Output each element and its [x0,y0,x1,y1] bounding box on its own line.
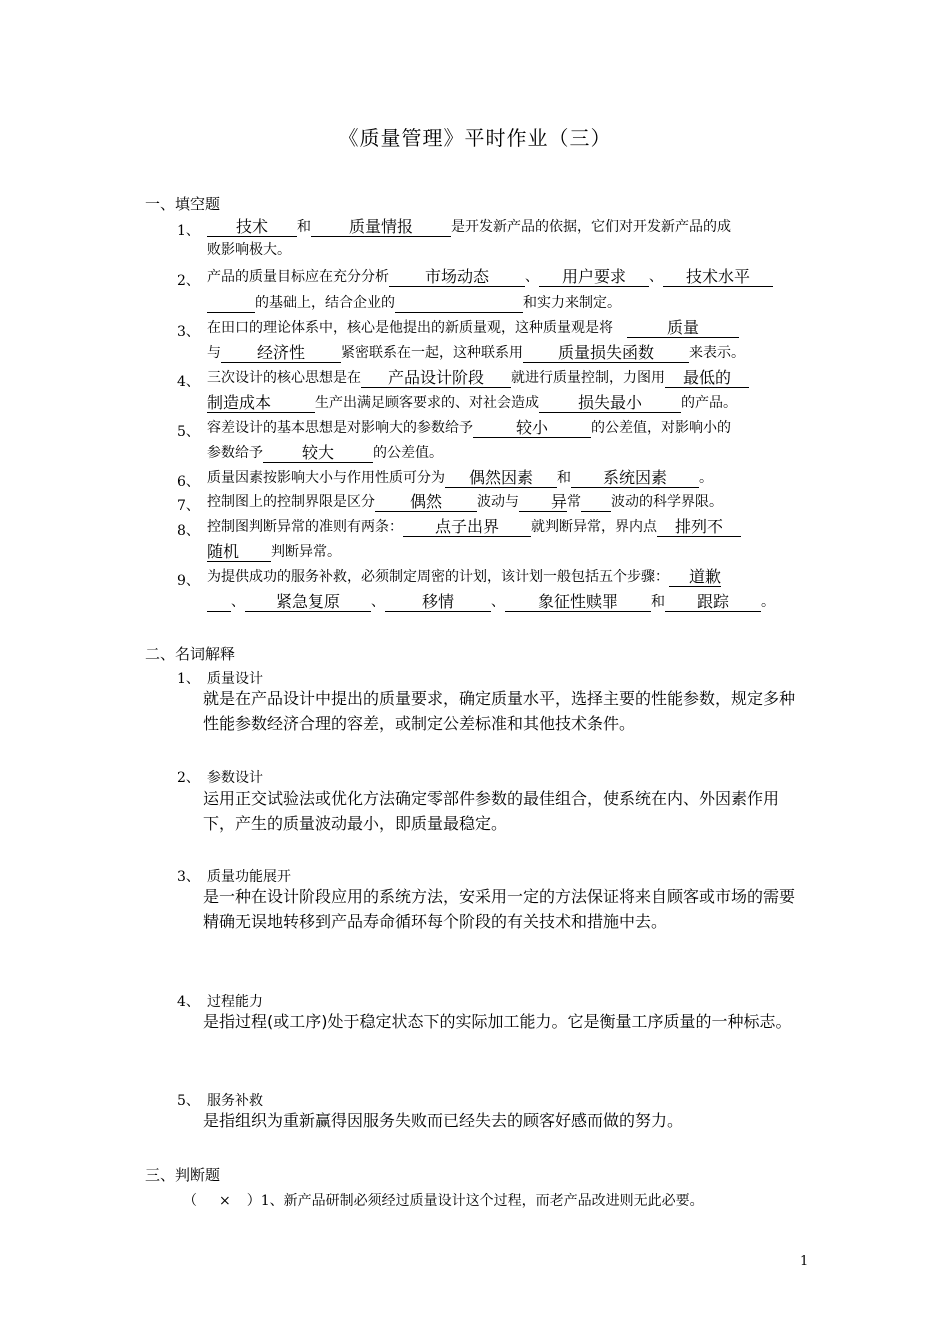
q7-answer-1: 偶然 [375,493,477,512]
term3-number: 3、 [177,869,200,885]
q7-text-2: 波动与 [477,494,519,510]
q2-blank-empty [395,312,523,313]
q7-number: 7、 [177,498,200,514]
q9-answer-2: 紧急复原 [245,593,371,612]
q8-text: 控制图判断异常的准则有两条： [207,519,403,535]
q3-text-3: 紧密联系在一起，这种联系用 [341,345,523,361]
q5-answer-1: 较小 [473,419,591,438]
term1-number: 1、 [177,671,200,687]
q1-text-2: 是开发新产品的依据，它们对开发新产品的成 [451,219,731,235]
q8-line1 [207,517,741,537]
q3-answer-3: 质量损失函数 [523,344,689,363]
q8-answer-1: 点子出界 [403,518,531,537]
q4-text-3: 生产出满足顾客要求的、对社会造成 [315,395,539,411]
q4-text-4: 的产品。 [681,395,737,411]
q2-sep-2: 、 [649,269,663,285]
q7-answer-2: 异 [519,493,567,512]
page-number: 1 [800,1254,809,1269]
tf1-close-paren: ） [246,1193,261,1209]
q5-text: 容差设计的基本思想是对影响大的参数给予 [207,420,473,436]
q7-text: 控制图上的控制界限是区分 [207,494,375,510]
q4-text-2: 就进行质量控制，力图用 [511,370,665,386]
q3-answer-1: 质量 [627,319,739,338]
q9-answer-5: 跟踪 [665,593,761,612]
section-heading-true-false: 三、判断题 [145,1166,221,1184]
q1-answer-1: 技术 [207,218,297,237]
q1-number: 1、 [177,223,200,239]
term3-definition: 是一种在设计阶段应用的系统方法，安采用一定的方法保证将来自顾客或市场的需要精确无误地转移到产品寿命循环每个阶段的有关技术和措施中去。 [203,887,796,931]
term1-definition: 就是在产品设计中提出的质量要求，确定质量水平，选择主要的性能参数，规定多种性能参数经济合理的容差，或制定公差标准和其他技术条件。 [203,689,796,733]
q1-line1 [207,217,731,237]
q7-blank [581,511,611,512]
q1-answer-2: 质量情报 [311,218,451,237]
term3-title: 质量功能展开 [207,869,291,885]
q4-answer-1: 产品设计阶段 [361,369,511,388]
q6-text: 质量因素按影响大小与作用性质可分为 [207,470,445,486]
q2-answer-1: 市场动态 [389,268,525,287]
q9-answer-1: 道歉 [669,568,721,587]
q5-line2 [207,443,443,463]
q6-answer-1: 偶然因素 [445,469,557,488]
q2-text: 产品的质量目标应在充分分析 [207,269,389,285]
q9-blank-lead [207,611,231,612]
q8-text-2: 就判断异常，界内点 [531,519,657,535]
q6-text-2: 和 [557,470,571,486]
q3-number: 3、 [177,324,200,340]
q1-text: 和 [297,219,311,235]
tf1-answer-mark: × [219,1193,231,1209]
q4-line1 [207,368,749,388]
q5-number: 5、 [177,424,200,440]
page-title: 《质量管理》平时作业（三） [338,126,612,150]
q2-sep-1: 、 [525,269,539,285]
q8-text-3: 判断异常。 [271,544,341,560]
q7-line1 [207,492,723,512]
q2-text-3: 和实力来制定。 [523,295,621,311]
q6-answer-2: 系统因素 [571,469,699,488]
term5-number: 5、 [177,1093,200,1109]
q4-answer-3: 制造成本 [207,394,315,413]
term4-title: 过程能力 [207,994,263,1010]
term2-number: 2、 [177,770,200,786]
q7-text-4: 波动的科学界限。 [611,494,723,510]
term5-definition: 是指组织为重新赢得因服务失败而已经失去的顾客好感而做的努力。 [203,1111,684,1130]
q9-answer-3: 移情 [385,593,491,612]
q2-number: 2、 [177,273,200,289]
term1-title: 质量设计 [207,671,263,687]
q8-number: 8、 [177,523,200,539]
q9-sep-1: 、 [231,594,245,610]
section-heading-definitions: 二、名词解释 [145,645,236,663]
q3-text-4: 来表示。 [689,345,745,361]
q8-answer-2: 排列不 [657,518,741,537]
q9-sep-2: 、 [371,594,385,610]
q4-answer-2: 最低的 [665,369,749,388]
q2-answer-3: 技术水平 [663,268,773,287]
q9-number: 9、 [177,573,200,589]
q8-line2 [207,542,341,562]
q3-line2 [207,343,745,363]
q5-text-4: 的公差值。 [373,445,443,461]
q2-text-2: 的基础上，结合企业的 [255,295,395,311]
q2-line2 [207,293,621,313]
q9-text-3: 。 [761,594,775,610]
q9-sep-3: 、 [491,594,505,610]
q9-answer-4: 象征性赎罪 [505,593,651,612]
q6-text-3: 。 [699,470,713,486]
q9-text: 为提供成功的服务补救，必须制定周密的计划，该计划一般包括五个步骤： [207,569,669,585]
q3-text-2: 与 [207,345,221,361]
term4-number: 4、 [177,994,200,1010]
q4-line2 [207,393,737,413]
tf-item-1 [183,1190,704,1210]
q3-text: 在田口的理论体系中，核心是他提出的新质量观，这种质量观是将 [207,320,613,336]
q5-line1 [207,418,731,438]
q5-answer-2: 较大 [263,444,373,463]
q4-text: 三次设计的核心思想是在 [207,370,361,386]
q5-text-2: 的公差值，对影响小的 [591,420,731,436]
tf1-statement: 1、新产品研制必须经过质量设计这个过程，而老产品改进则无此必要。 [260,1193,704,1209]
q1-line2: 败影响极大。 [207,242,291,258]
section-heading-fill-in: 一、填空题 [145,195,221,213]
q3-line1 [207,318,739,338]
q2-answer-2: 用户要求 [539,268,649,287]
q9-line2 [207,592,775,612]
q6-line1 [207,468,713,488]
term2-title: 参数设计 [207,770,263,786]
term2-definition: 运用正交试验法或优化方法确定零部件参数的最佳组合，使系统在内、外因素作用下，产生的质量波动最小，即质量最稳定。 [203,789,780,833]
q2-blank-lead [207,312,255,313]
term5-title: 服务补救 [207,1093,263,1109]
q2-line1 [207,267,773,287]
q3-answer-2: 经济性 [221,344,341,363]
term4-definition: 是指过程(或工序)处于稳定状态下的实际加工能力。它是衡量工序质量的一种标志。 [203,1012,792,1031]
q9-line1 [207,567,721,587]
q8-answer-3: 随机 [207,543,271,562]
q5-text-3: 参数给予 [207,445,263,461]
q4-answer-4: 损失最小 [539,394,681,413]
q6-number: 6、 [177,474,200,490]
q7-text-3: 常 [567,494,581,510]
q9-text-2: 和 [651,594,665,610]
tf1-open-paren: （ [183,1193,197,1209]
q4-number: 4、 [177,374,200,390]
